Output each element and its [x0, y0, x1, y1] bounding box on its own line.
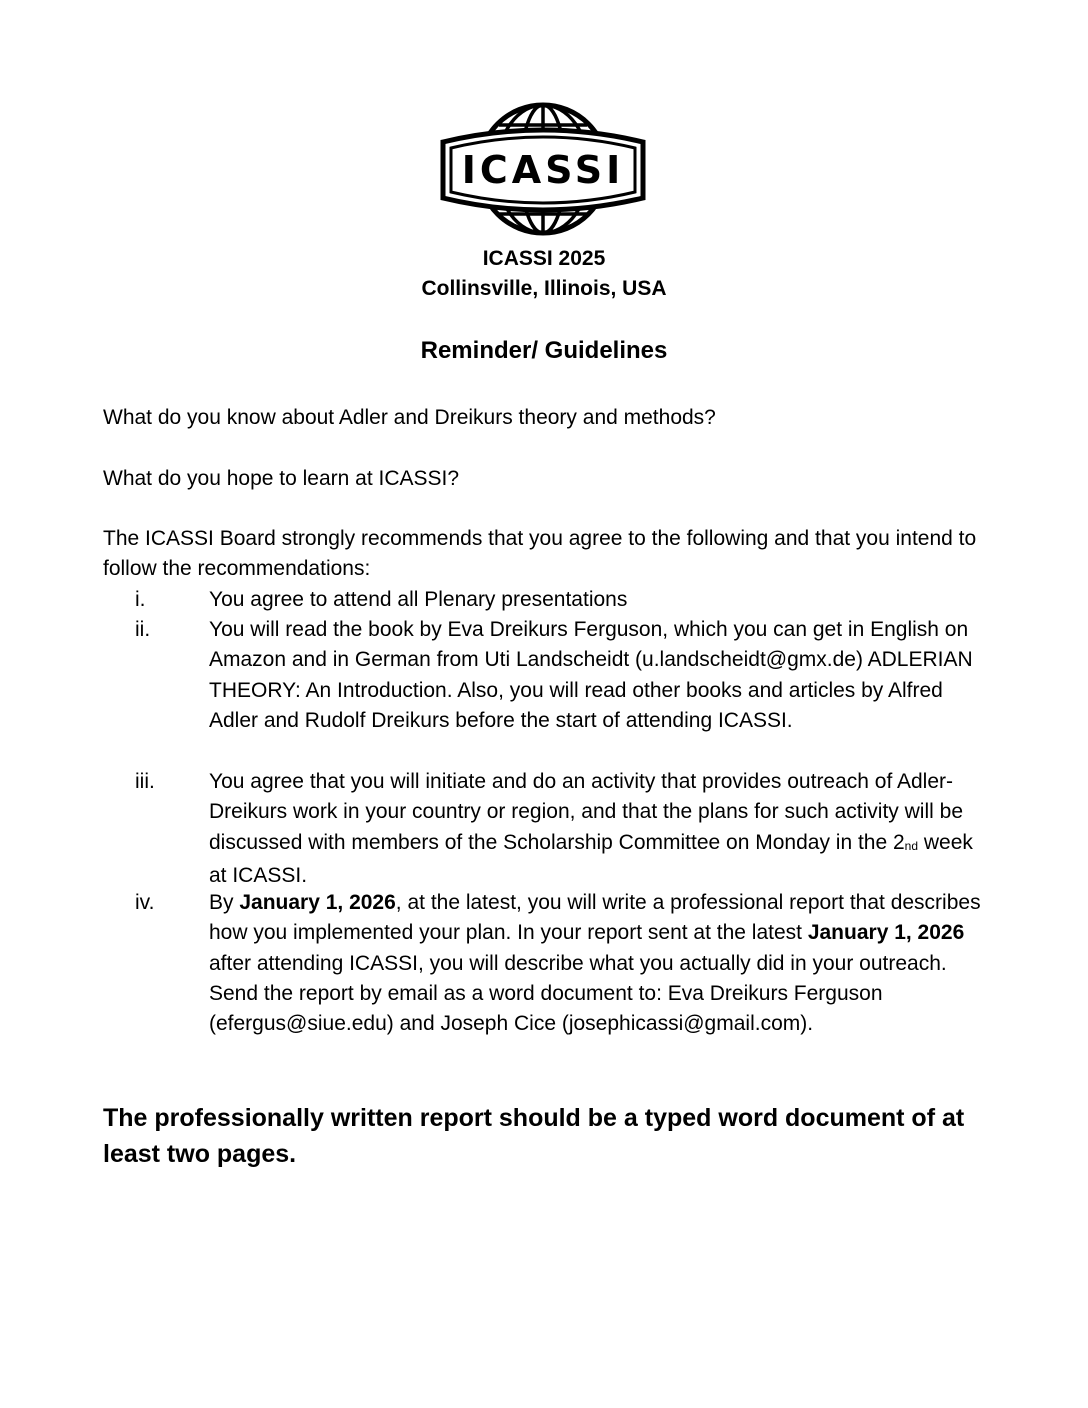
event-location: Collinsville, Illinois, USA: [421, 277, 667, 300]
item-text-part3: after attending ICASSI, you will describe what you actually did in your outreach. Send the report by email as a word document to: Eva Dreikurs Ferguson (efergus@siue.edu) and Joseph Cice (josephicassi@gmail.com).: [209, 951, 947, 1036]
final-note: The professionally written report should be a typed word document of at least two pages.: [103, 1104, 965, 1168]
question-hope-to-learn: What do you hope to learn at ICASSI?: [103, 467, 460, 490]
icassi-logo: [437, 98, 649, 240]
list-item-number: i.: [135, 588, 146, 611]
ordinal-suffix: nd: [904, 838, 919, 853]
item-text-part2: , at the latest, you will write a professional report that describes how you implemented your plan. In your report sent at the latest: [209, 891, 981, 945]
item-text-before: You agree that you will initiate and do an activity that provides outreach of Adler-Dreikurs work in your country or region, and that the plans for such activity will be discussed with members of the Scholarship Committee on Monday in the 2: [209, 770, 964, 854]
list-item-text: [209, 888, 989, 1039]
list-item-number: ii.: [135, 618, 151, 641]
event-name: ICASSI 2025: [482, 247, 606, 270]
list-item-text: [209, 767, 989, 891]
list-item-number: iii.: [135, 770, 155, 793]
page-title: Reminder/ Guidelines: [420, 337, 668, 364]
deadline-date: January 1, 2026: [239, 891, 396, 914]
intro-paragraph: The ICASSI Board strongly recommends that you agree to the following and that you intend to follow the recommendations:: [103, 527, 977, 581]
item-text-part1: By: [209, 891, 240, 914]
list-item-number: iv.: [135, 891, 155, 914]
question-adler-dreikurs: What do you know about Adler and Dreikurs theory and methods?: [103, 406, 716, 429]
deadline-date: January 1, 2026: [807, 921, 965, 945]
logo-text: ICASSI: [461, 148, 625, 192]
item-text-after: week at ICASSI.: [209, 830, 973, 887]
list-item-text: You agree to attend all Plenary presentations: [209, 588, 628, 611]
list-item-text: You will read the book by Eva Dreikurs Ferguson, which you can get in English on Amazon and in German from Uti Landscheidt (u.landscheidt@gmx.de) ADLERIAN THEORY: An Introduction. Also, you will read other books and articles by Alfred Adler and Rudolf Dreikurs before the start of attending ICASSI.: [209, 618, 973, 732]
